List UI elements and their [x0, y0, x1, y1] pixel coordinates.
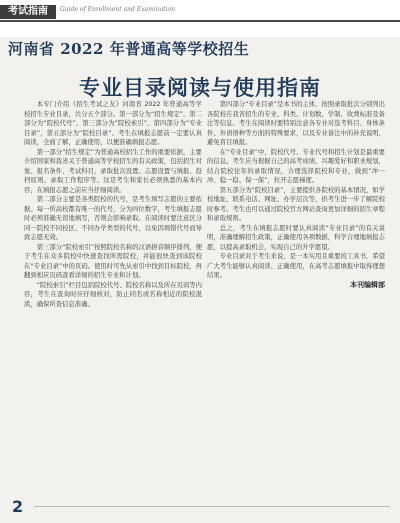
- left-paragraph-4: 第三部分“院校索引”按照院校名称的汉语拼音顺序排列，便于考生在众多院校中快速查找所需院校，并能很快查到该院校在“专业目录”中的页码。使用时可先从索引中找到目标院校，再翻到相应页码查看详细的招生专业和计划。: [24, 243, 202, 279]
- left-column: [24, 100, 202, 309]
- right-paragraph-2: 在“专业目录”中，院校代号、专业代号和招生计划是最重要的信息。考生应当根据自己的高考成绩、兴趣爱好和职业规划，结合院校往年的录取情况，合理选择院校和专业，做到“冲一冲、稳一稳、保一保”，拉开志愿梯度。: [207, 148, 385, 184]
- section-subtitle: Guide of Enrollment and Examination: [60, 6, 175, 13]
- section-rule: [0, 20, 400, 22]
- right-paragraph-1: 第四部分“专业目录”是本书的主体，按照录取批次分别列出各院校在我省招生的专业、科类、计划数、学制、收费标准及备注等信息。考生在阅读时要特别注意各专业对选考科目、身体条件、外语语种等方面的特殊要求，以及专业备注中的补充说明，避免盲目填报。: [207, 101, 385, 146]
- main-title: 专业目录阅读与使用指南: [79, 76, 321, 100]
- right-column: [207, 100, 385, 290]
- byline: 本刊编辑部: [350, 280, 385, 289]
- section-tag: 考试指南: [0, 5, 56, 19]
- page-number: 2: [12, 497, 24, 516]
- left-paragraph-5: “院校索引”栏目包括院校代号、院校名称以及所在页码等内容，考生在查询时应仔细核对，防止同名或名称相近的院校混淆，确保所查信息准确。: [24, 281, 202, 308]
- left-paragraph-3: 第二部分主要是各类院校的代号，是考生填写志愿的主要依据。每一所高校都有唯一的代号，分为四位数字，考生填报志愿时必须准确无误地填写，否则会影响录取。在阅读时要注意区分同一院校不同校区、不同办学类型的代号，以免因填错代号而导致志愿无效。: [24, 196, 202, 241]
- left-paragraph-2: 第一部分“招生规定”为普通高校招生工作的重要依据，主要介绍国家和我省关于普通高等学校招生的有关政策，包括招生对象、报名条件、考试科目、录取批次设置、志愿设置与填报、投档原则、录取工作程序等。这是考生和家长必须熟悉的基本内容，在填报志愿之前应当仔细阅读。: [24, 148, 202, 194]
- right-paragraph-4: 总之，考生在填报志愿时要认真阅读“专业目录”的有关说明，准确理解招生政策，正确使用各项数据，科学合理地填报志愿，以提高录取机会，实现自己的升学愿望。: [207, 224, 385, 251]
- footer-rule: [34, 506, 390, 507]
- left-paragraph-1: 本专门介绍《招生考试之友》河南省 2022 年普通高等学校招生专业目录，共分五个部分。第一部分为“招生规定”，第二部分为“院校代号”，第三部分为“院校索引”，第四部分为“专业目录”，第五部分为“院校目录”。考生在填报志愿前一定要认真阅读，全面了解，正确使用，以便准确填报志愿。: [24, 101, 202, 146]
- header-title: 河南省 2022 年普通高等学校招生: [8, 40, 250, 58]
- right-paragraph-5: 专业目录对于考生来说，是一本实用且重要的工具书，希望广大考生能够认真阅读、正确使用，在高考志愿填报中取得理想结果。: [207, 253, 385, 279]
- right-paragraph-3: 第五部分为“院校目录”，主要提供各院校的基本情况，如学校地址、联系电话、网址、办学层次等，供考生进一步了解院校时参考。考生也可以通过院校官方网站查询更加详细的招生章程和录取规则。: [207, 186, 385, 222]
